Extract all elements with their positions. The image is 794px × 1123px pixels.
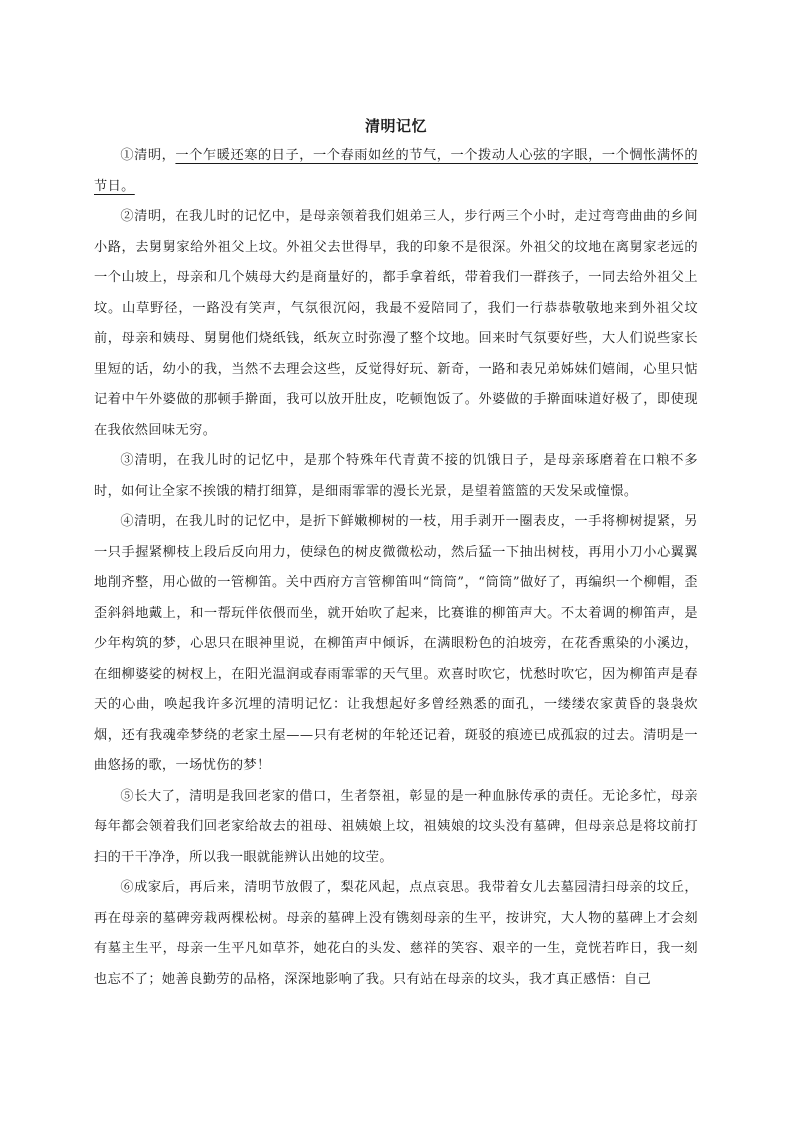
paragraph-5: ⑤长大了，清明是我回老家的借口，生者祭祖，彰显的是一种血脉传承的责任。无论多忙，母亲每年都会领着我们回老家给故去的祖母、祖姨娘上坟，祖姨娘的坟头没有墓碑，但母亲总是将坟前打扫的干干净净，所以我一眼就能辨认出她的坟茔。 <box>94 788 698 865</box>
paragraph-4: ④清明，在我儿时的记忆中，是折下鲜嫩柳树的一枝，用手剥开一圈表皮，一手将柳树提紧，另一只手握紧柳枝上段后反向用力，使绿色的树皮微微松动，然后猛一下抽出树枝，再用小刀小心翼翼地削齐整，用心做的一管柳笛。关中西府方言管柳笛叫“筒筒”，“筒筒”做好了，再编织一个柳帽，歪歪斜斜地戴上，和一帮玩伴依偎而坐，就开始吹了起来，比赛谁的柳笛声大。不太着调的柳笛声，是少年构筑的梦，心思只在眼神里说，在柳笛声中倾诉，在满眼粉色的泊坡旁，在花香熏染的小溪边，在细柳婆娑的树杈上，在阳光温润或春雨霏霏的天气里。欢喜时吹它，忧愁时吹它，因为柳笛声是春天的心曲，唤起我许多沉埋的清明记忆：让我想起好多曾经熟悉的面孔，一缕缕农家黄昏的袅袅炊烟，还有我魂牵梦绕的老家土屋——只有老树的年轮还记着，斑驳的痕迹已成孤寂的过去。清明是一曲悠扬的歌，一场忧伤的梦！ <box>94 514 698 773</box>
paragraph-6: ⑥成家后，再后来，清明节放假了，梨花风起，点点哀思。我带着女儿去墓园清扫母亲的坟丘，再在母亲的墓碑旁栽两棵松树。母亲的墓碑上没有镌刻母亲的生平，按讲究，大人物的墓碑上才会刻有墓主生平，母亲一生平凡如草芥，她花白的头发、慈祥的笑容、艰辛的一生，竟恍若昨日，我一刻也忘不了；她善良勤劳的品格，深深地影响了我。只有站在母亲的坟头，我才真正感悟：自己 <box>94 880 698 987</box>
paragraph-1 <box>94 141 698 202</box>
document-title: 清明记忆 <box>364 117 427 135</box>
paragraph-2: ②清明，在我儿时的记忆中，是母亲领着我们姐弟三人，步行两三个小时，走过弯弯曲曲的乡间小路，去舅舅家给外祖父上坟。外祖父去世得早，我的印象不是很深。外祖父的坟地在离舅家老远的一个山坡上，母亲和几个姨母大约是商量好的，都手拿着纸，带着我们一群孩子，一同去给外祖父上坟。山草野径，一路没有笑声，气氛很沉闷，我最不爱陪同了，我们一行恭恭敬敬地来到外祖父坟前，母亲和姨母、舅舅他们烧纸钱，纸灰立时弥漫了整个坟地。回来时气氛要好些，大人们说些家长里短的话，幼小的我，当然不去理会这些，反觉得好玩、新奇，一路和表兄弟姊妹们嬉闹，心里只惦记着中午外婆做的那顿手擀面，我可以放开肚皮，吃顿饱饭了。外婆做的手擀面味道好极了，即使现在我依然回味无穷。 <box>94 209 698 438</box>
paragraph-3: ③清明，在我儿时的记忆中，是那个特殊年代青黄不接的饥饿日子，是母亲琢磨着在口粮不多时，如何让全家不挨饿的精打细算，是细雨霏霏的漫长光景，是望着篮篮的天发呆或憧憬。 <box>94 453 698 499</box>
paragraph-1-lead: ①清明， <box>120 148 176 163</box>
paragraph-1-underlined-text: 一个乍暖还寒的日子，一个春雨如丝的节气，一个拨动人心弦的字眼，一个惆怅满怀的节日。 <box>94 148 698 194</box>
document-page <box>94 112 698 995</box>
